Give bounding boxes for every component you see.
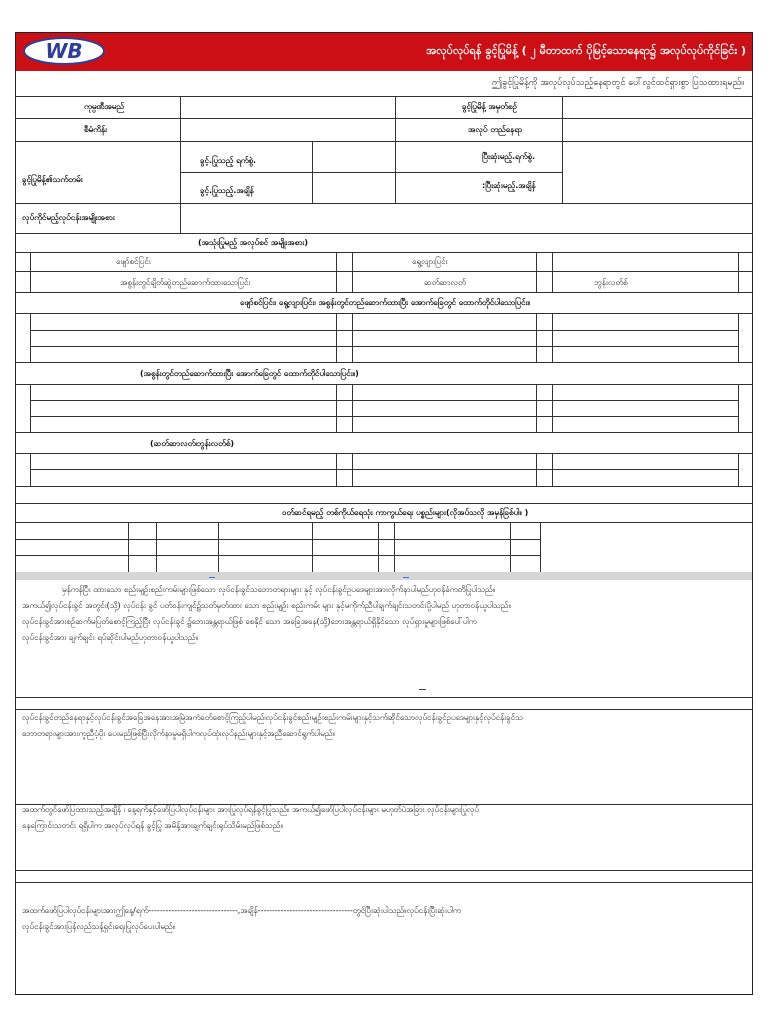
table-rule xyxy=(156,522,157,572)
table-rule xyxy=(352,384,353,432)
supervisor-paragraph xyxy=(22,710,523,742)
table-rule xyxy=(30,330,738,331)
paragraph-line: လုပ်ငန်းခွင်အားပြန်လည်သန့်ရှင်းရေးပြုလုပ်ပေးပါမည်။ xyxy=(22,922,176,931)
platform-type-heading: (အသုံးပြုမည့် အလုပ်စင် အမျိုးအစား) xyxy=(198,238,309,247)
table-rule xyxy=(30,416,738,417)
table-rule xyxy=(15,96,753,97)
section-2-heading: (အစွန်းတွင်တည်ဆောက်ထားပြီး အောက်ခြေတွင် ထောက်တိုင်ပါသောပြင်း။) xyxy=(140,369,359,378)
table-rule xyxy=(15,697,753,698)
table-rule xyxy=(15,555,541,556)
table-rule xyxy=(15,292,753,293)
table-rule xyxy=(15,486,753,487)
table-rule xyxy=(218,522,219,572)
table-rule xyxy=(336,453,337,486)
table-rule xyxy=(352,252,353,292)
table-rule xyxy=(15,252,753,253)
table-rule xyxy=(30,346,738,347)
table-rule xyxy=(395,96,396,203)
section-1-heading: ဖျော်စင်ပြင်း၊ ရွေ့လျားပြင်း၊ အစွန်းတွင်တည်ဆောက်ထားပြီး အောက်ခြေတွင် ထောက်တိုင်ပါသောပြင်း။ xyxy=(240,298,530,307)
table-rule xyxy=(15,271,753,272)
table-rule xyxy=(738,384,739,432)
table-rule xyxy=(394,522,395,572)
table-rule xyxy=(15,882,753,883)
table-rule xyxy=(352,453,353,486)
paragraph-line: ဘောတရားများအားကူညီပံ့ပိုး ပေးမည်ဖြစ်ပြီးလိုက်နာမှုမရှိပါကလုပ်ထုံးလုပ်နည်းများနှင့်အညီဆောင်ရွက်ပါမည်။ xyxy=(22,729,335,738)
table-rule xyxy=(15,384,753,385)
table-rule xyxy=(30,252,31,292)
table-rule xyxy=(510,522,511,572)
table-rule xyxy=(180,96,181,233)
table-rule xyxy=(738,252,739,292)
table-rule xyxy=(738,453,739,486)
table-rule xyxy=(336,252,337,292)
table-rule xyxy=(30,313,31,362)
table-rule xyxy=(15,141,753,142)
work-type-label: လုပ်ကိုင်မည့်လုပ်ငန်းအမျိုးအစား xyxy=(22,213,115,222)
table-rule xyxy=(352,313,353,362)
table-rule xyxy=(15,362,753,363)
table-rule xyxy=(536,453,537,486)
section-4-heading: ဝတ်ဆင်ရမည့် တစ်ကိုယ်ရေသုံး ကာကွယ်ရေး ပစ္စည်းများ(လိုအပ်သလို အမှန်ခြစ်ပါ။ ) xyxy=(282,508,529,517)
table-rule xyxy=(180,172,562,173)
table-rule xyxy=(419,689,426,690)
table-rule xyxy=(540,522,541,572)
table-rule xyxy=(15,503,753,504)
table-rule xyxy=(312,141,313,203)
table-rule xyxy=(552,252,553,292)
table-rule xyxy=(30,469,738,470)
table-rule xyxy=(15,313,753,314)
permit-time-label: ခွင့်.ပြုသည့်.အချိန် xyxy=(200,186,254,195)
table-rule xyxy=(536,384,537,432)
table-rule xyxy=(552,313,553,362)
table-rule xyxy=(312,522,313,572)
paragraph-line: မှန်ကန်ပြီး ထားသော စည်းမျဉ်းစည်းကမ်းများဖြစ်သော လုပ်ငန်းခွင်သဘောတရားများ နှင့် လုပ်ငန်းခွင်ဥပဒေများအားလိုက်နာပါမည်ဟုဝန်ခံကတိပြုပါသည်။ xyxy=(62,585,496,594)
type-bosun: ဘွန်းလတ်စ် xyxy=(594,278,628,287)
table-rule xyxy=(552,384,553,432)
table-rule xyxy=(738,313,739,362)
table-rule xyxy=(15,432,753,433)
table-rule xyxy=(536,252,537,292)
svg-text:WB: WB xyxy=(45,39,83,63)
company-logo xyxy=(22,36,106,66)
table-rule xyxy=(15,453,753,454)
table-rule xyxy=(336,384,337,432)
approval-paragraph xyxy=(22,802,479,834)
paragraph-line: အထက်ဖော်ပြပါလုပ်ငန်းများအားဤနေ့/ရက်-------------------------------,အချိန်---------------------------------တွင်ပြီးဆုံးပါသည်။လုပ်ငန်းပြီးဆုံးပါက xyxy=(22,906,461,915)
table-rule xyxy=(30,384,31,432)
table-rule xyxy=(336,313,337,362)
paragraph-line: နေကြောင်းသတင်း ရရှိပါက အလုပ်လုပ်ရန် ခွင့်ပြု အမိန့်အားချက်ချင်းရုပ်သိမ်းမည်ဖြစ်သည်။ xyxy=(22,821,283,830)
finish-date-label: ပြီးဆုံးမည့်.ရက်စွဲ. xyxy=(482,152,536,161)
form-title: အလုပ်လုပ်ရန် ခွင့်ပြုမိန့် ( ၂ မီတာထက် ပိုမြင့်သောနေရာ၌ အလုပ်လုပ်ကိုင်ခြင်း ) xyxy=(426,44,746,57)
paragraph-line: လုပ်ငန်းခွင်တည်နေရာနှင့်လုပ်ငန်းခွင်အခြေအနေအားအမြဲအကဲခတ်စောင့်ကြည့်ပါမည်၊လုပ်ငန်းခွင်စည်းမျဉ်းစည်းကမ်းများနှင့်သက်ဆိုင်သောလုပ်ငန်းခွင်ဥပဒေများနှင့်လုပ်ငန်းခွင်သ xyxy=(22,713,523,722)
table-rule xyxy=(562,96,563,203)
commitment-paragraph xyxy=(22,582,511,646)
finish-time-label: :ပြီးဆုံးမည့်.အချိန် xyxy=(482,181,536,190)
table-rule xyxy=(128,522,129,572)
display-note: ဤခွင့်ပြုမိန့်ကို အလုပ်လုပ်သည့်နေရာတွင် ပေါ်လွင်ထင်ရှားစွာ ပြသထားရမည်။ xyxy=(491,78,744,88)
paragraph-line: လုပ်ငန်းခွင်အားစဉ်ဆက်မပြတ်စောင့်ကြည့်ပြီး လုပ်ငန်းခွင် ၌ဘေးအန္တရာယ်ဖြစ် စေနိုင် သော အခြေအနေ(သို့)ဘေးအန္တရာယ်ရှိနိုင်သော လုပ်ရှားမှုများဖြစ်ပေါ်ပါက xyxy=(22,617,477,626)
type-suspended: ဆတ်ဆာလတ် xyxy=(424,278,466,287)
completion-paragraph xyxy=(22,903,461,935)
paragraph-line: အကယ်၍လုပ်ငန်းခွင် အတွင်း(သို့) လုပ်ငန်း ခွင် ပတ်ဝန်းကျင်၌သတ်မှတ်ထား သော စည်းမျဉ်း စည်းကမ်း များ နှင့်မကိုက်ညီပါချက်ချင်းသတင်းပို့ပါမည် ဟုတာဝန်ယူပါသည်။ xyxy=(22,601,511,610)
company-label: ကုမ္ပဏီအမည် xyxy=(84,102,125,111)
permit-no-label: ခွင့်ပြုမိန့် အမှတ်စဉ် xyxy=(462,102,517,111)
table-rule xyxy=(15,522,753,523)
table-rule xyxy=(15,539,541,540)
paragraph-line: အထက်တွင်ဖော်ပြထားသည့်အချိန် ၊ နေ့ရက်နှင့်ဖော်ပြပါလုပ်ငန်းများ အားပြုလုပ်ရန်ခွင့်ပြုသည်။ အကယ်၍ဖော်ပြပါလုပ်ငန်းများ မဟုတ်ပဲအခြား လုပ်ငန်းများပြုလုပ် xyxy=(22,805,479,814)
table-rule xyxy=(536,313,537,362)
table-rule xyxy=(30,453,31,486)
table-rule xyxy=(30,400,738,401)
type-cantilever: အစွန်းတွင်ချိတ်ဆွဲတည်ဆောက်ထားသောပြင်း xyxy=(120,278,251,287)
separator-band xyxy=(16,572,752,580)
permit-date-label: ခွင့်.ပြုသည့် ရက်စွဲ. xyxy=(200,156,257,165)
table-rule xyxy=(552,453,553,486)
table-rule xyxy=(15,203,753,204)
table-rule xyxy=(15,233,753,234)
table-rule xyxy=(15,870,753,871)
table-rule xyxy=(378,522,379,572)
type-fixed: ဖျော်စင်ပြင်း xyxy=(116,257,151,266)
section-3-heading: (ဆတ်ဆာလတ်၊ဘွန်းလတ်စ်) xyxy=(150,439,235,448)
table-rule xyxy=(15,118,753,119)
project-label: စီမံကိန်း xyxy=(84,125,108,134)
permit-validity-label: ခွင့်ပြုမိန့်၏သက်တမ်း xyxy=(22,175,83,184)
work-location-label: အလုပ် တည်နေရာ xyxy=(468,125,523,134)
type-mobile: ရွေ့လျားပြင်း xyxy=(412,257,448,266)
paragraph-line: လုပ်ငန်းခွင်အား ချက်ချင်း ရပ်ဆိုင်းပါမည်ဟုတာဝန်ယူပါသည်။ xyxy=(22,633,198,642)
